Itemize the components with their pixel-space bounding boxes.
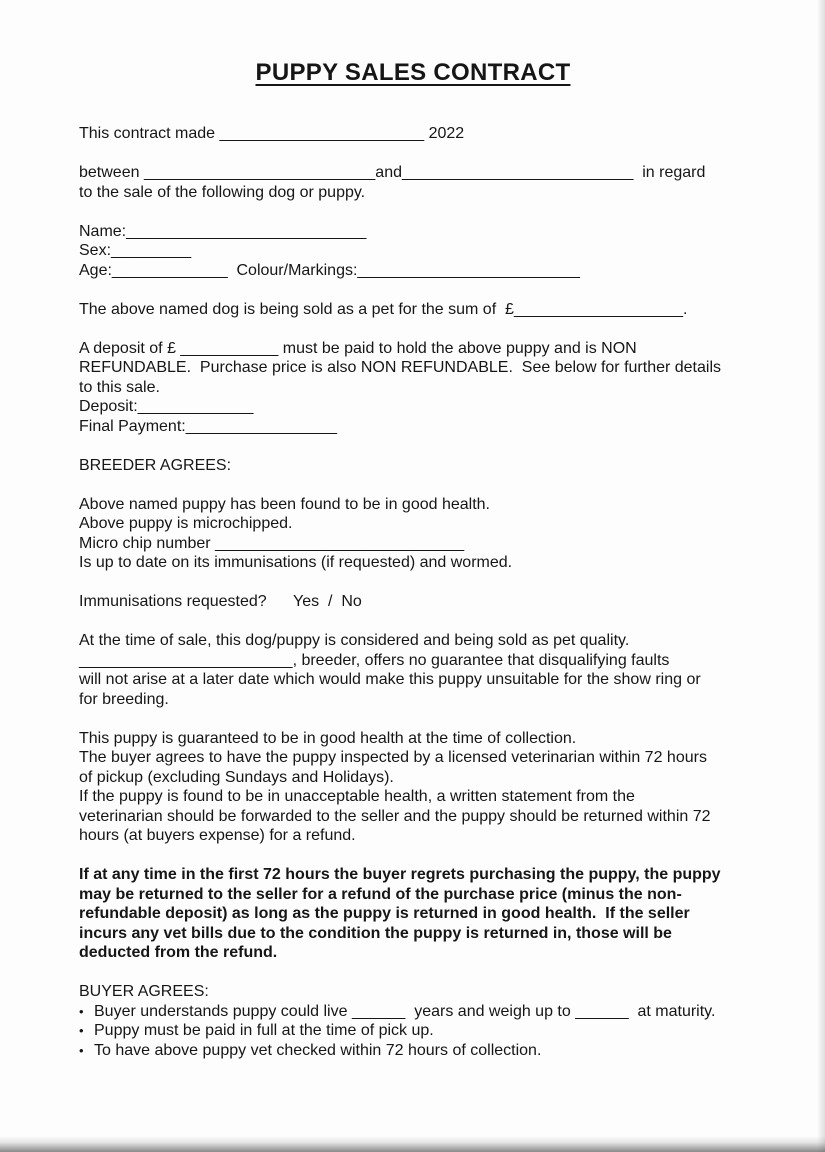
refund-policy-line-1: If at any time in the first 72 hours the buyer regrets purchasing the puppy, the puppy	[79, 866, 721, 883]
dog-details-paragraph	[79, 222, 747, 281]
collection-line-6: hours (at buyers expense) for a refund.	[79, 827, 356, 844]
bullet-icon: •	[79, 1042, 84, 1058]
buyer-agrees-item-3-text: To have above puppy vet checked within 72 hours of collection.	[94, 1041, 542, 1059]
parties-paragraph	[79, 163, 747, 202]
good-health-line: Above named puppy has been found to be in good health.	[79, 495, 490, 513]
sex-field-line: Sex:_________	[79, 242, 192, 259]
immunisations-yes-no-line: Immunisations requested? Yes / No	[79, 593, 362, 610]
deposit-text-line-1: A deposit of £ ___________ must be paid to hold the above puppy and is NON	[79, 339, 637, 357]
buyer-agrees-item-2-text: Puppy must be paid in full at the time of pick up.	[94, 1022, 434, 1039]
deposit-text-line-3: to this sale.	[79, 378, 160, 396]
breeder-health-paragraph	[79, 495, 747, 573]
contract-date-paragraph	[79, 124, 747, 144]
buyer-agrees-item-1	[79, 1002, 747, 1022]
deposit-field-line: Deposit:_____________	[79, 398, 254, 415]
final-payment-field-line: Final Payment:_________________	[79, 417, 337, 435]
pet-quality-line-2: ________________________, breeder, offers no guarantee that disqualifying faults	[79, 651, 670, 669]
pet-quality-line-4: for breeding.	[79, 690, 169, 708]
buyer-agrees-item-3	[79, 1041, 747, 1061]
bullet-icon: •	[79, 1023, 84, 1038]
collection-line-1: This puppy is guaranteed to be in good health at the time of collection.	[79, 729, 577, 747]
microchip-number-field-line: Micro chip number ____________________________	[79, 534, 465, 552]
age-colour-field-line: Age:_____________ Colour/Markings:_________________________	[79, 261, 580, 279]
pet-quality-line-3: will not arise at a later date which would make this puppy unsuitable for the show ring or	[79, 671, 701, 688]
microchipped-line: Above puppy is microchipped.	[79, 515, 293, 532]
bullet-icon: •	[79, 1003, 84, 1019]
collection-line-5: veterinarian should be forwarded to the seller and the puppy should be returned within 72	[79, 807, 711, 825]
refund-policy-line-3: refundable deposit) as long as the puppy is returned in good health. If the seller	[79, 905, 690, 922]
buyer-agrees-heading-line: BUYER AGREES:	[79, 983, 209, 1000]
buyer-agrees-item-1-text: Buyer understands puppy could live ______ years and weigh up to ______ at maturity.	[94, 1002, 716, 1020]
collection-line-3: of pickup (excluding Sundays and Holidays).	[79, 768, 394, 786]
pet-quality-line-1: At the time of sale, this dog/puppy is considered and being sold as pet quality.	[79, 632, 630, 649]
breeder-agrees-heading-line: BREEDER AGREES:	[79, 456, 232, 474]
immunisations-requested-paragraph	[79, 592, 747, 612]
collection-line-4: If the puppy is found to be in unacceptable health, a written statement from the	[79, 788, 635, 805]
collection-health-paragraph	[79, 729, 747, 846]
pet-quality-paragraph	[79, 631, 747, 709]
collection-line-2: The buyer agrees to have the puppy inspected by a licensed veterinarian within 72 hours	[79, 749, 707, 766]
contract-made-line: This contract made _______________________ 2022	[79, 125, 465, 142]
between-blank-line: between __________________________and__________________________ in regard	[79, 164, 706, 181]
refund-policy-line-2: may be returned to the seller for a refund of the purchase price (minus the non-	[79, 885, 682, 903]
sale-price-paragraph	[79, 300, 747, 320]
deposit-paragraph	[79, 339, 747, 437]
breeder-agrees-heading	[79, 456, 747, 476]
refund-policy-line-5: deducted from the refund.	[79, 944, 278, 961]
immunisations-wormed-line: Is up to date on its immunisations (if requested) and wormed.	[79, 554, 513, 571]
deposit-text-line-2: REFUNDABLE. Purchase price is also NON REFUNDABLE. See below for further details	[79, 359, 722, 376]
sale-price-line: The above named dog is being sold as a pet for the sum of £___________________.	[79, 300, 688, 318]
refund-policy-line-4: incurs any vet bills due to the condition the puppy is returned in, those will be	[79, 924, 672, 942]
buyer-agrees-item-2	[79, 1021, 747, 1041]
name-field-line: Name:___________________________	[79, 222, 367, 240]
refund-policy-paragraph	[79, 865, 747, 963]
buyer-agrees-section	[79, 982, 747, 1060]
sale-subject-line: to the sale of the following dog or puppy.	[79, 183, 366, 201]
document-title: PUPPY SALES CONTRACT	[255, 59, 571, 86]
